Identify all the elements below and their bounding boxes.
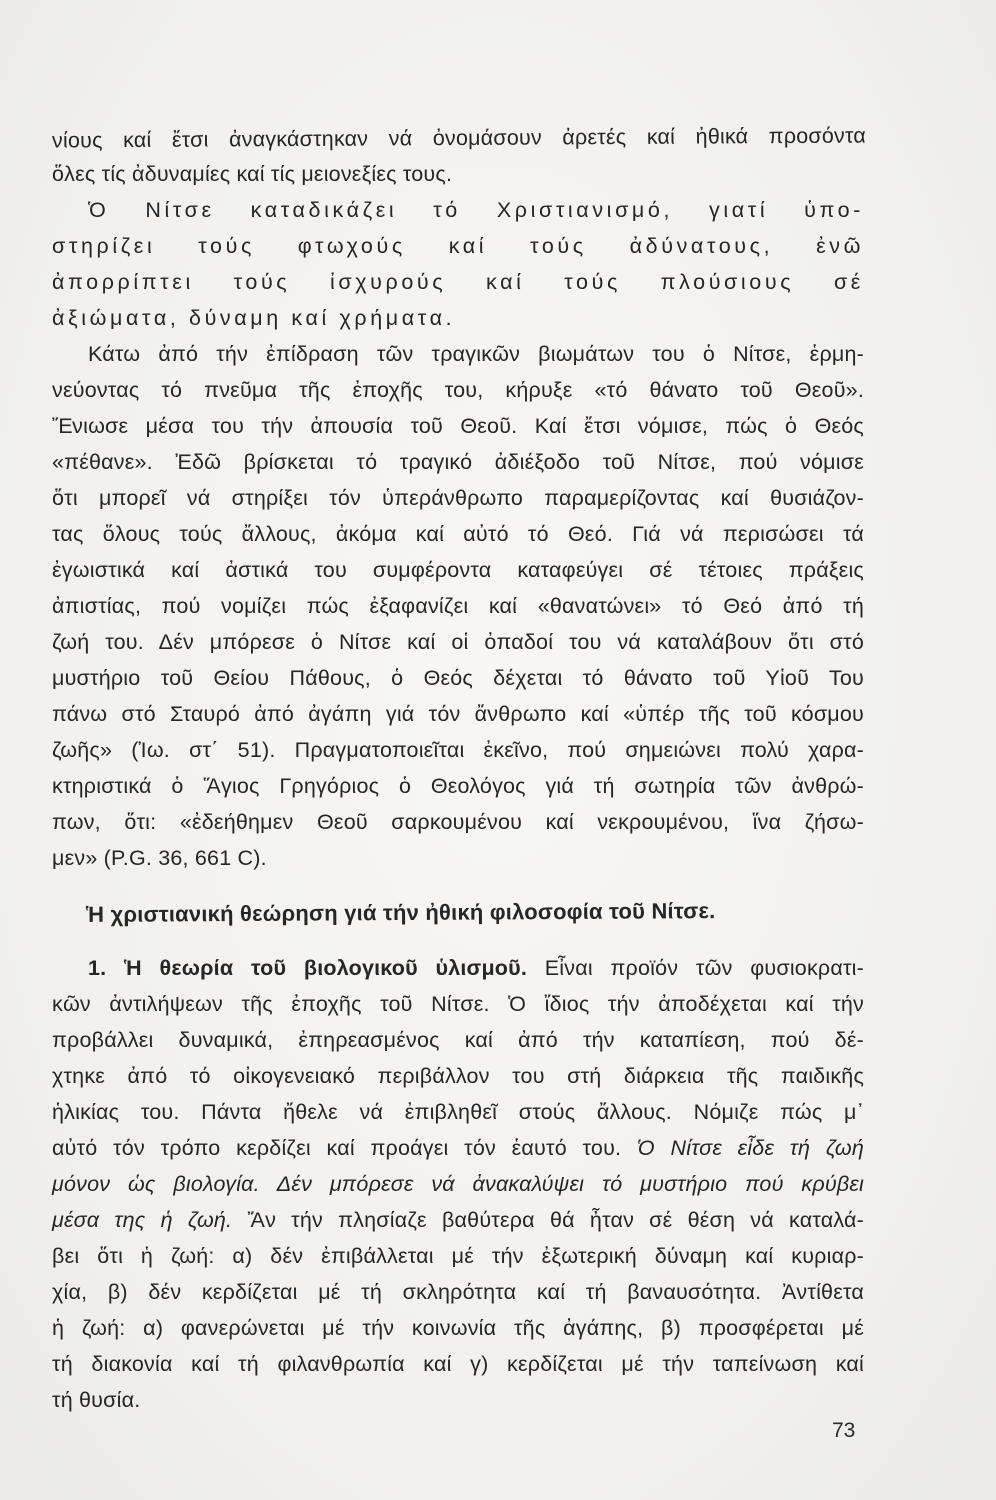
text-line: κτηριστικά ὁ Ἅγιος Γρηγόριος ὁ Θεολόγος γιά τή σωτηρία τῶν ἀνθρώ- bbox=[52, 774, 864, 798]
text-line: βει ὅτι ἡ ζωή: α) δέν ἐπιβάλλεται μέ τήν ἐξωτερική δύναμη καί κυριαρ- bbox=[52, 1244, 864, 1268]
text-line: Ὁ Νίτσε καταδικάζει τό Χριστιανισμό, γιατί ὑπο- bbox=[88, 198, 864, 222]
text-line: ζωῆς» (Ἰω. στ΄ 51). Πραγματοποιεῖται ἐκεῖνο, πού σημειώνει πολύ χαρα- bbox=[52, 738, 864, 762]
text-line bbox=[52, 1134, 864, 1162]
text-line bbox=[52, 1206, 864, 1234]
section-heading: Ἡ χριστιανική θεώρηση γιά τήν ἠθική φιλοσοφία τοῦ Νίτσε. bbox=[85, 898, 716, 927]
text-line: Κάτω ἀπό τήν ἐπίδραση τῶν τραγικῶν βιωμάτων του ὁ Νίτσε, ἑρμη- bbox=[88, 342, 864, 366]
text-line: ἐγωιστικά καί ἀστικά του συμφέροντα καταφεύγει σέ τέτοιες πράξεις bbox=[52, 558, 864, 582]
text-line: Ἔνιωσε μέσα του τήν ἀπουσία τοῦ Θεοῦ. Καί ἔτσι νόμισε, πώς ὁ Θεός bbox=[52, 414, 864, 438]
text-line: ἀπιστίας, πού νομίζει πώς ἐξαφανίζει καί «θανατώνει» τό Θεό ἀπό τή bbox=[52, 594, 864, 618]
text-line-italic: μόνον ὡς βιολογία. Δέν μπόρεσε νά ἀνακαλύψει τό μυστήριο πού κρύβει bbox=[52, 1172, 864, 1196]
page-number: 73 bbox=[832, 1419, 856, 1442]
text-line: πάνω στό Σταυρό ἀπό ἀγάπη γιά τόν ἄνθρωπο καί «ὑπέρ τῆς τοῦ κόσμου bbox=[52, 702, 864, 726]
text-line: χτηκε ἀπό τό οἰκογενειακό περιβάλλον του στή διάρκεια τῆς παιδικῆς bbox=[52, 1064, 864, 1088]
section-title: 1. Ἡ θεωρία τοῦ βιολογικοῦ ὑλισμοῦ. bbox=[88, 956, 528, 980]
text-italic: Ὁ Νίτσε εἶδε τή ζωή bbox=[636, 1136, 864, 1160]
text-line: χία, β) δέν κερδίζεται μέ τή σκληρότητα καί τή βαναυσότητα. Ἀντίθετα bbox=[52, 1280, 864, 1304]
text-italic: μέσα της ἡ ζωή. bbox=[52, 1208, 233, 1232]
text-line: μεν» (P.G. 36, 661 C). bbox=[52, 846, 267, 870]
text-line: τή θυσία. bbox=[52, 1388, 141, 1412]
text-line: ἀξιώματα, δύναμη καί χρήματα. bbox=[52, 306, 456, 330]
text-line: νεύοντας τό πνεῦμα τῆς ἐποχῆς του, κήρυξε «τό θάνατο τοῦ Θεοῦ». bbox=[52, 378, 864, 402]
text-line: μυστήριο τοῦ Θείου Πάθους, ὁ Θεός δέχεται τό θάνατο τοῦ Υἱοῦ Του bbox=[52, 666, 864, 690]
text-line: πων, ὅτι: «ἐδεήθημεν Θεοῦ σαρκουμένου καί νεκρουμένου, ἵνα ζήσω- bbox=[52, 810, 864, 834]
text-line: ζωή του. Δέν μπόρεσε ὁ Νίτσε καί οἱ ὀπαδοί του νά καταλάβουν ὅτι στό bbox=[52, 630, 864, 654]
text-line: τή διακονία καί τή φιλανθρωπία καί γ) κερδίζεται μέ τήν ταπείνωση καί bbox=[52, 1352, 864, 1376]
text-normal: αὐτό τόν τρόπο κερδίζει καί προάγει τόν ἑαυτό του. bbox=[52, 1136, 622, 1160]
text-normal: Ἄν τήν πλησίαζε βαθύτερα θά ἦταν σέ θέση νά καταλά- bbox=[247, 1208, 864, 1232]
text-line: «πέθανε». Ἐδῶ βρίσκεται τό τραγικό ἀδιέξοδο τοῦ Νίτσε, πού νόμισε bbox=[52, 450, 864, 474]
text-line: ὅλες τίς ἀδυναμίες καί τίς μειονεξίες τους. bbox=[52, 162, 453, 186]
text-line: κῶν ἀντιλήψεων τῆς ἐποχῆς τοῦ Νίτσε. Ὁ ἴδιος τήν ἀποδέχεται καί τήν bbox=[52, 992, 864, 1016]
text-line: νίους καί ἔτσι ἀναγκάστηκαν νά ὀνομάσουν ἀρετές καί ἠθικά προσόντα bbox=[51, 123, 867, 153]
text-line: ἡλικίας του. Πάντα ἤθελε νά ἐπιβληθεῖ στούς ἄλλους. Νόμιζε πώς μ᾽ bbox=[52, 1100, 864, 1124]
text-line bbox=[88, 954, 864, 982]
text-line: ὅτι μπορεῖ νά στηρίξει τόν ὑπεράνθρωπο παραμερίζοντας καί θυσιάζον- bbox=[52, 486, 864, 510]
text-line: τας ὅλους τούς ἄλλους, ἀκόμα καί αὐτό τό Θεό. Γιά νά περισώσει τά bbox=[52, 522, 864, 546]
section-text: Εἶναι προϊόν τῶν φυσιοκρατι- bbox=[544, 956, 864, 980]
text-line: ἡ ζωή: α) φανερώνεται μέ τήν κοινωνία τῆς ἀγάπης, β) προσφέρεται μέ bbox=[52, 1316, 864, 1340]
text-line: στηρίζει τούς φτωχούς καί τούς ἀδύνατους, ἐνῶ bbox=[52, 234, 864, 258]
text-line: προβάλλει δυναμικά, ἐπηρεασμένος καί ἀπό τήν καταπίεση, πού δέ- bbox=[52, 1028, 864, 1052]
text-line: ἀπορρίπτει τούς ἰσχυρούς καί τούς πλούσιους σέ bbox=[52, 270, 864, 294]
